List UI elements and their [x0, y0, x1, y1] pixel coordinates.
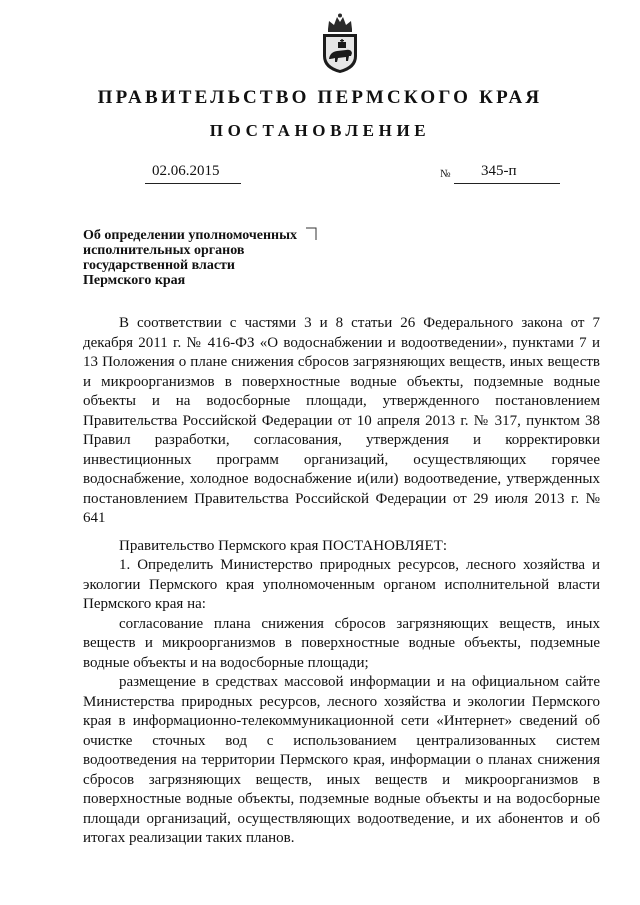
government-title: ПРАВИТЕЛЬСТВО ПЕРМСКОГО КРАЯ — [97, 87, 543, 108]
clause-paragraph: размещение в средствах массовой информации и на официальном сайте Министерства природных ресурсов, лесного хозяйства и экологии Пермского края в информационно-телекоммуникационной сети «Интернет» сведений об очистке сточных вод с использованием централизованных систем водоотведения на территории Пермского края, информации о планах снижения сбросов загрязняющих веществ, иных веществ и микроорганизмов в поверхностные водные объекты, подземные водные объекты и на водосборные площади организаций, осуществляющих водоотведение, и их абонентов и об итогах реализации таких планов. — [83, 674, 600, 846]
resolution-paragraph: Правительство Пермского края ПОСТАНОВЛЯЕТ: — [119, 537, 448, 554]
document-date: 02.06.2015 — [152, 163, 220, 179]
number-sign: № — [440, 168, 451, 180]
document-date-field — [145, 163, 241, 184]
document-number-field — [454, 163, 560, 184]
document-body — [83, 314, 600, 849]
clause-paragraph: согласование плана снижения сбросов загрязняющих веществ, иных веществ и микроорганизмов в поверхностные водные объекты, подземные водные объекты и на водосборные площади; — [83, 615, 600, 671]
document-number: 345-п — [481, 163, 517, 179]
preamble-paragraph: В соответствии с частями 3 и 8 статьи 26 Федерального закона от 7 декабря 2011 г. № 416-ФЗ «О водоснабжении и водоотведении», пунктами 7 и 13 Положения о плане снижения сбросов загрязняющих веществ, иных веществ и микроорганизмов в поверхностные водные объекты, подземные водные объекты и на водосборные площади, утвержденного постановлением Правительства Российской Федерации от 10 апреля 2013 г. № 317, пунктом 38 Правил разработки, согласования, утверждения и корректировки инвестиционных программ организаций, осуществляющих горячее водоснабжение, холодное водоснабжение и(или) водоотведение, утвержденных постановлением Правительства Российской Федерации от 29 июля 2013 г. № 641 — [83, 315, 600, 526]
subject-line: Об определении уполномоченных — [83, 228, 298, 243]
document-type: ПОСТАНОВЛЕНИЕ — [209, 121, 431, 140]
subject-line: Пермского края — [83, 273, 186, 288]
subject-line: государственной власти — [83, 258, 235, 273]
document-subject — [83, 228, 343, 288]
clause-paragraph: 1. Определить Министерство природных ресурсов, лесного хозяйства и экологии Пермского края уполномоченным органом исполнительной власти Пермского края на: — [83, 557, 600, 612]
subject-line: исполнительных органов — [83, 243, 245, 258]
coat-of-arms-icon — [318, 12, 362, 74]
corner-bracket-mark — [305, 227, 317, 241]
